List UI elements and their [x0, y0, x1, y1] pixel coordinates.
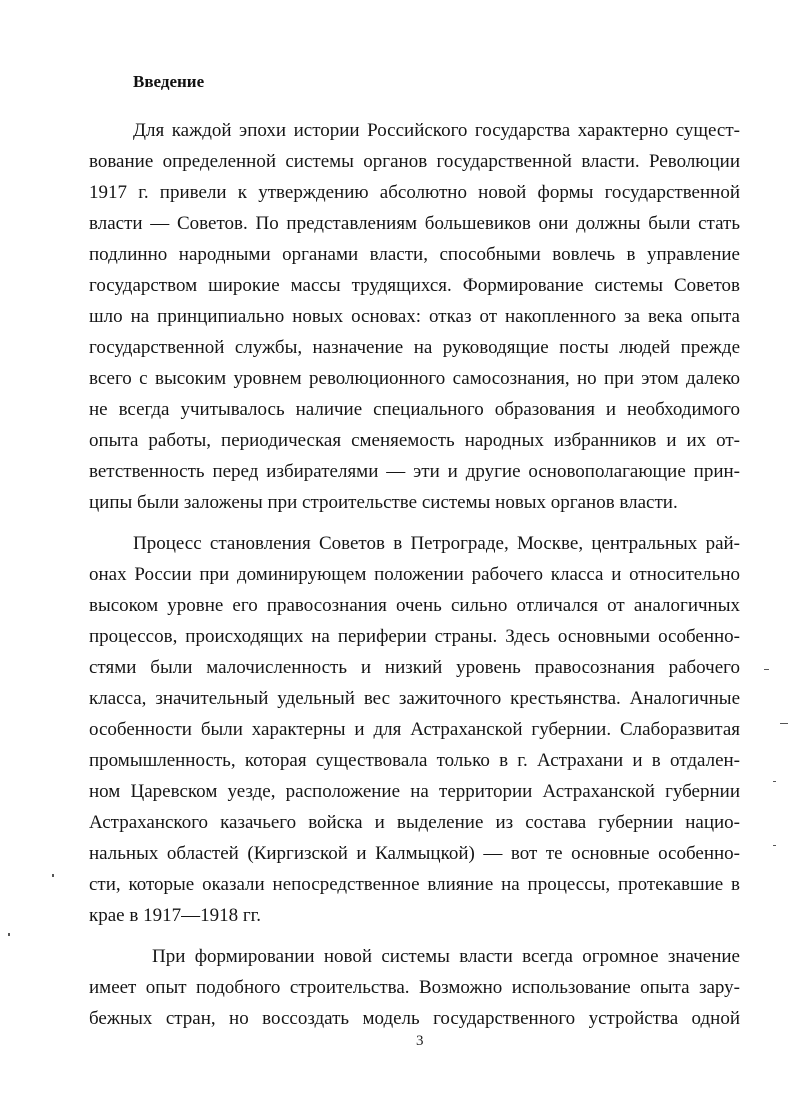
text-line: шло на принципиально новых основах: отказ от накопленного за века опыта	[89, 306, 740, 327]
text-line: не всегда учитывалось наличие специального образования и необходимого	[89, 399, 740, 420]
text-line: класса, значительный удельный вес зажиточного крестьянства. Аналогичные	[89, 688, 740, 709]
scan-speck	[773, 845, 776, 846]
page-number: 3	[416, 1033, 424, 1049]
text-line: всего с высоким уровнем революционного самосознания, но при этом далеко	[89, 368, 740, 389]
text-line: опыта работы, периодическая сменяемость народных избранников и их от-	[89, 430, 740, 451]
text-line: Процесс становления Советов в Петрограде, Москве, центральных рай-	[133, 533, 740, 554]
text-line: Астраханского казачьего войска и выделение из состава губернии нацио-	[89, 812, 740, 833]
text-line: Для каждой эпохи истории Российского государства характерно сущест-	[133, 120, 740, 141]
text-line: ветственность перед избирателями — эти и другие основополагающие прин-	[89, 461, 740, 482]
text-line: ципы были заложены при строительстве системы новых органов власти.	[89, 492, 678, 513]
text-line: государственной службы, назначение на руководящие посты людей прежде	[89, 337, 740, 358]
text-line: сти, которые оказали непосредственное влияние на процессы, протекавшие в	[89, 874, 740, 895]
text-line: имеет опыт подобного строительства. Возможно использование опыта зару-	[89, 977, 740, 998]
scan-speck	[52, 874, 54, 877]
text-line: нальных областей (Киргизской и Калмыцкой) — вот те основные особенно-	[89, 843, 740, 864]
scan-speck	[780, 723, 788, 724]
scan-speck	[764, 669, 769, 670]
text-line: власти — Советов. По представлениям большевиков они должны были стать	[89, 213, 740, 234]
text-line: подлинно народными органами власти, способными вовлечь в управление	[89, 244, 740, 265]
text-line: стями были малочисленность и низкий уровень правосознания рабочего	[89, 657, 740, 678]
section-heading: Введение	[133, 72, 205, 91]
text-line: крае в 1917—1918 гг.	[89, 905, 262, 926]
text-line: процессов, происходящих на периферии страны. Здесь основными особенно-	[89, 626, 740, 647]
text-line: 1917 г. привели к утверждению абсолютно новой формы государственной	[89, 182, 740, 203]
text-line: вование определенной системы органов государственной власти. Революции	[89, 151, 740, 172]
text-line: При формировании новой системы власти всегда огромное значение	[152, 946, 740, 967]
text-line: особенности были характерны и для Астраханской губернии. Слаборазвитая	[89, 719, 740, 740]
scan-speck	[8, 933, 10, 936]
scan-speck	[773, 781, 776, 782]
text-line: бежных стран, но воссоздать модель государственного устройства одной	[89, 1008, 740, 1029]
text-line: онах России при доминирующем положении рабочего класса и относительно	[89, 564, 740, 585]
text-line: промышленность, которая существовала только в г. Астрахани и в отдален-	[89, 750, 740, 771]
text-line: государством широкие массы трудящихся. Формирование системы Советов	[89, 275, 740, 296]
text-line: высоком уровне его правосознания очень сильно отличался от аналогичных	[89, 595, 740, 616]
text-line: ном Царевском уезде, расположение на территории Астраханской губернии	[89, 781, 740, 802]
